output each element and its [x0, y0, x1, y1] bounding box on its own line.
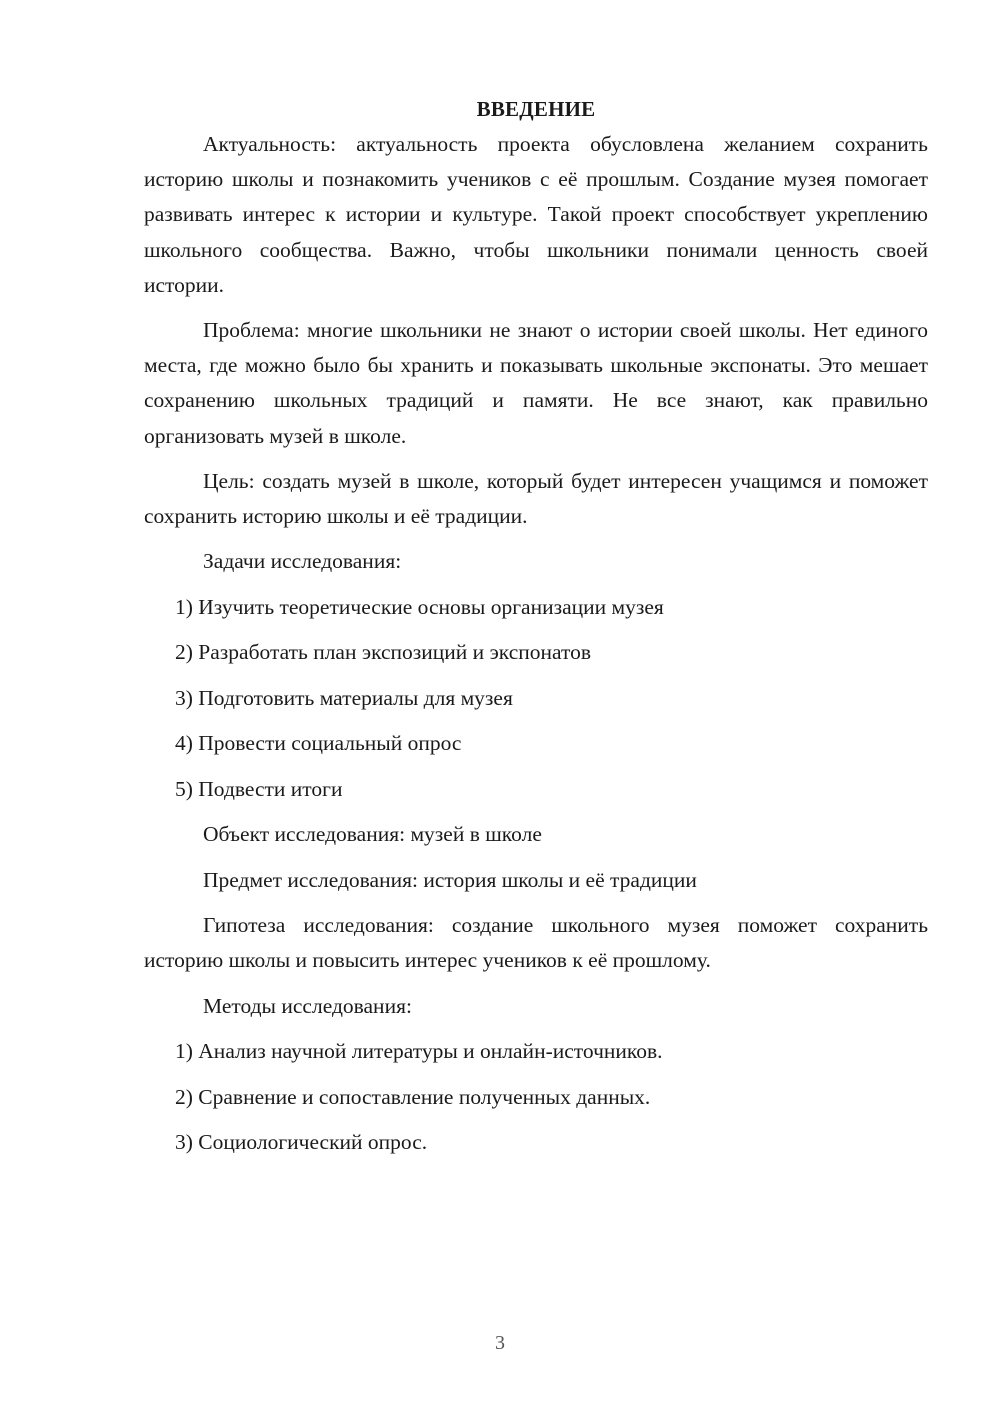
page-number: 3: [495, 1332, 505, 1354]
hypothesis-paragraph: Гипотеза исследования: создание школьного музея поможет сохранить историю школы и повысить интерес учеников к её прошлому.: [144, 913, 928, 973]
list-item: 1) Анализ научной литературы и онлайн-источников.: [175, 1039, 663, 1064]
section-title: ВВЕДЕНИЕ: [476, 97, 596, 121]
relevance-paragraph: Актуальность: актуальность проекта обусловлена желанием сохранить историю школы и познакомить учеников с её прошлым. Создание музея помогает развивать интерес к истории и культуре. Такой проект способствует укреплению школьного сообщества. Важно, чтобы школьники понимали ценность своей истории.: [144, 132, 928, 297]
goal-paragraph: Цель: создать музей в школе, который будет интересен учащимся и поможет сохранить историю школы и её традиции.: [144, 468, 928, 529]
list-item: 1) Изучить теоретические основы организации музея: [175, 594, 664, 619]
object-line: Объект исследования: музей в школе: [203, 822, 542, 847]
list-item: 3) Социологический опрос.: [175, 1130, 428, 1155]
list-item: 3) Подготовить материалы для музея: [175, 685, 513, 710]
problem-paragraph: Проблема: многие школьники не знают о истории своей школы. Нет единого места, где можно было бы хранить и показывать школьные экспонаты. Это мешает сохранению школьных традиций и памяти. Не все знают, как правильно организовать музей в школе.: [144, 318, 928, 448]
methods-heading: Методы исследования:: [203, 993, 412, 1018]
document-page: [144, 92, 928, 1171]
methods-list: [144, 1034, 928, 1160]
list-item: 2) Разработать план экспозиций и экспонатов: [175, 640, 592, 665]
list-item: 5) Подвести итоги: [175, 776, 343, 801]
list-item: 2) Сравнение и сопоставление полученных данных.: [175, 1084, 651, 1109]
list-item: 4) Провести социальный опрос: [175, 731, 462, 756]
subject-line: Предмет исследования: история школы и её традиции: [203, 867, 697, 892]
tasks-heading: Задачи исследования:: [203, 549, 402, 574]
tasks-list: [144, 590, 928, 807]
